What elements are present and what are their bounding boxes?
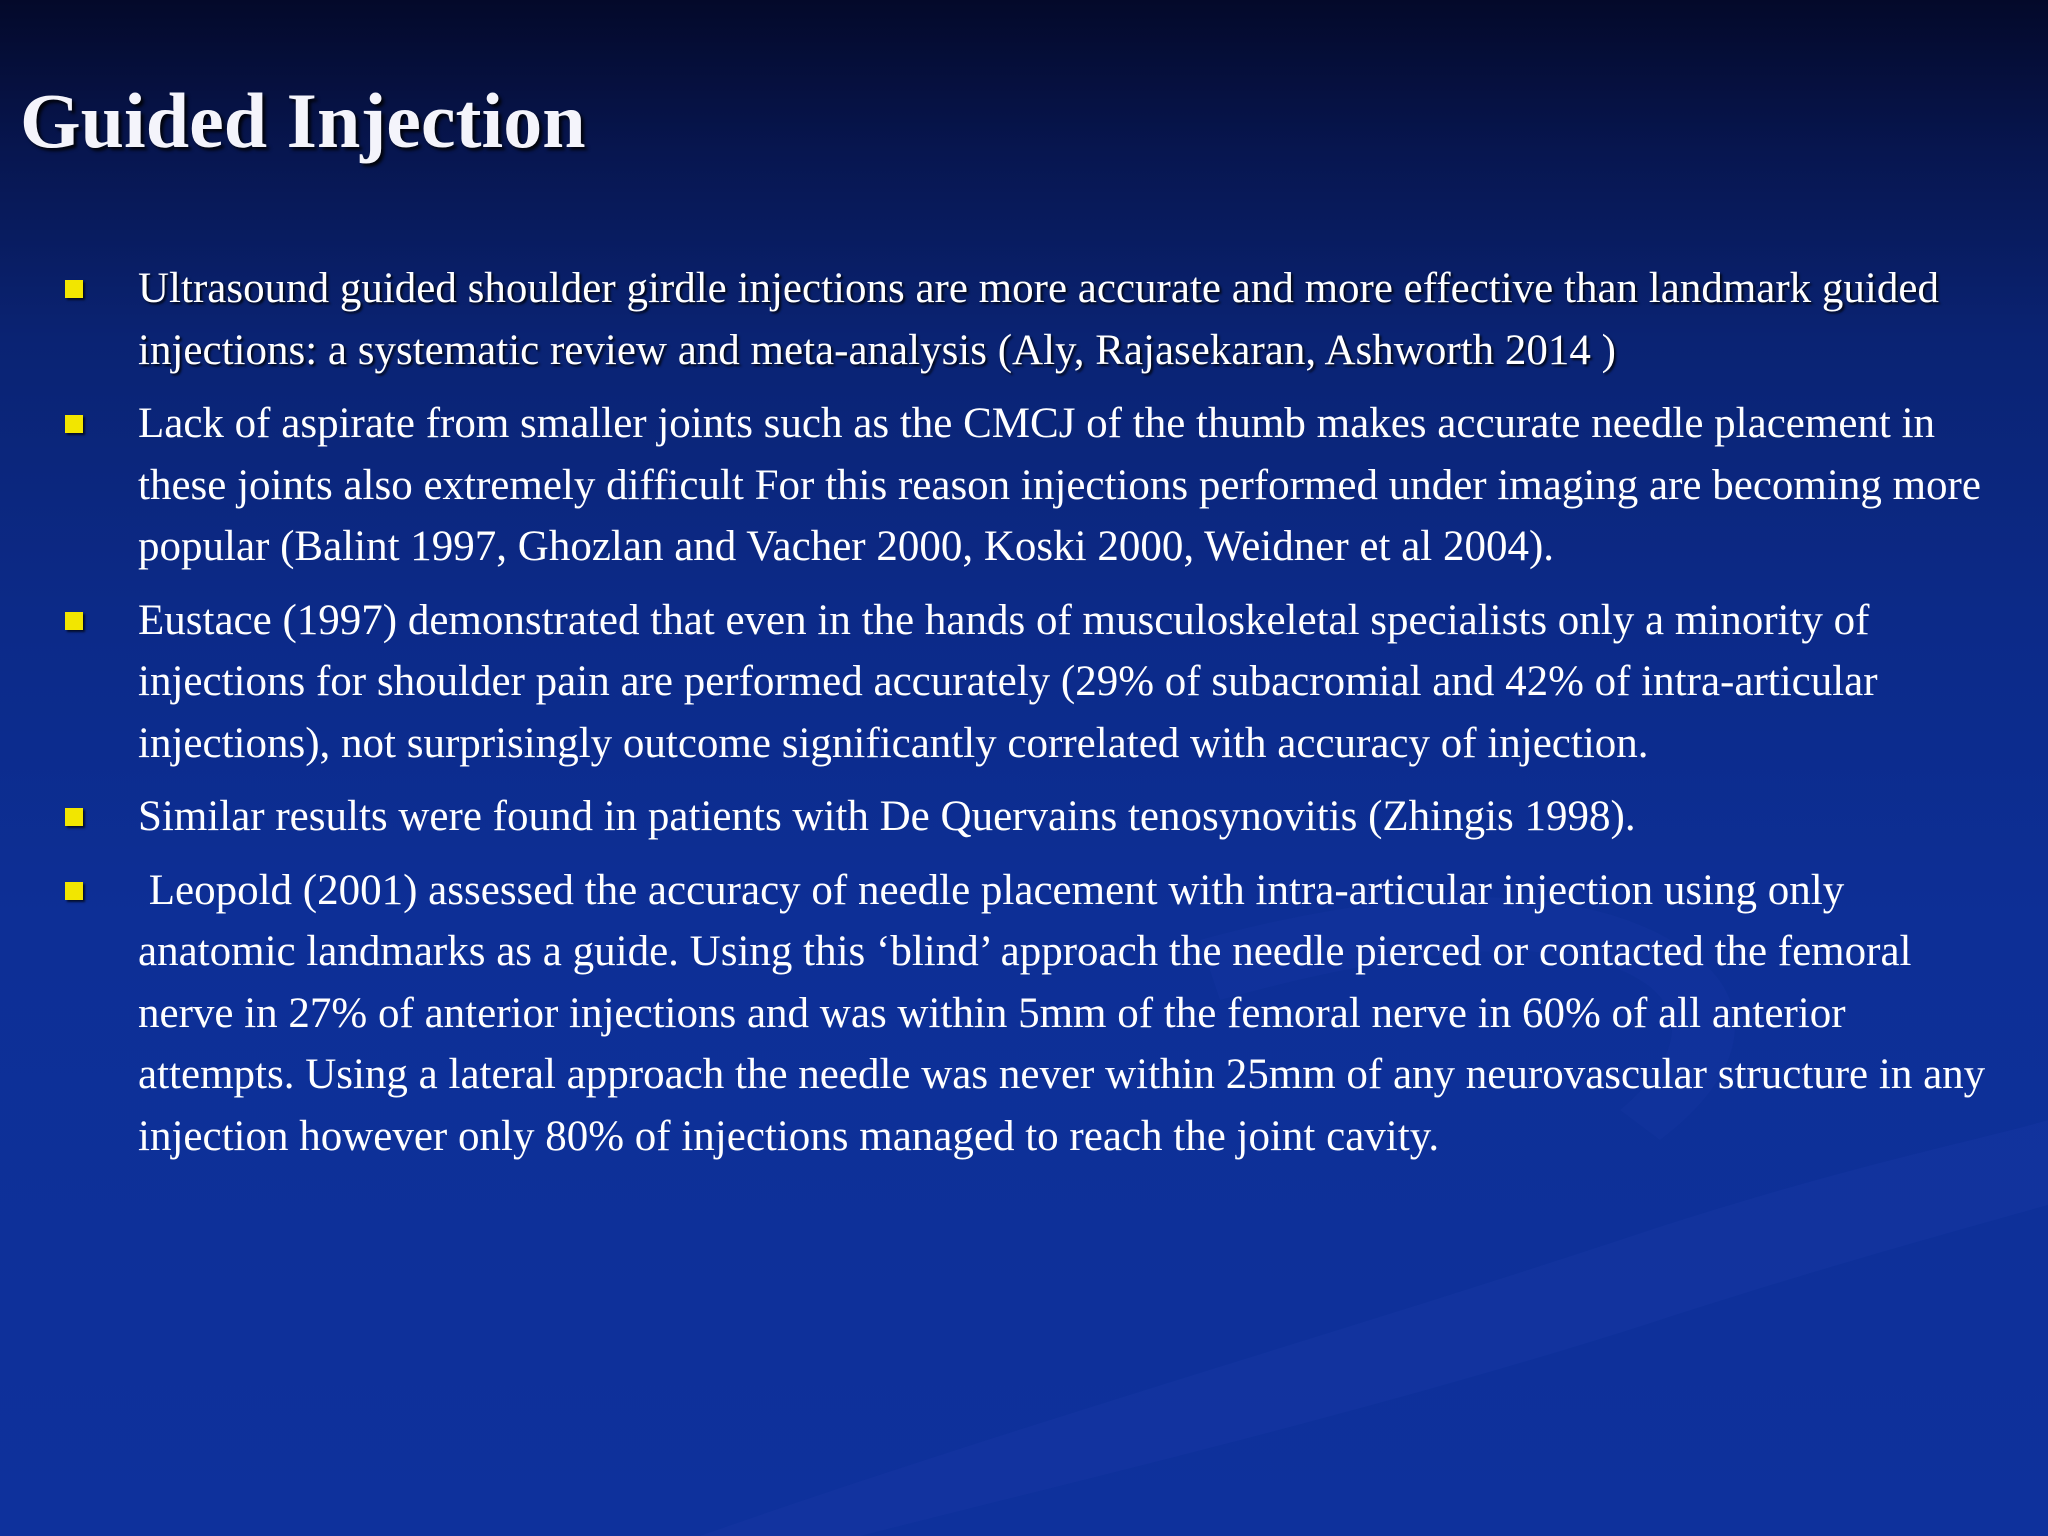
bullet-text: Leopold (2001) assessed the accuracy of needle placement with intra-articular injection using only anatomic landmarks as a guide. Using this ‘blind’ approach the needle pierced or contacted the femoral nerve in 27% of anterior injections and was within 5mm of the femoral nerve in 60% of all anterior attempts. Using a lateral approach the needle was never within 25mm of any neurovascular structure in any injection however only 80% of injections managed to reach the joint cavity. [138, 866, 1996, 1160]
bullet-text: Eustace (1997) demonstrated that even in the hands of musculoskeletal specialists only a minority of injections for shoulder pain are performed accurately (29% of subacromial and 42% of intra-articular injections), not surprisingly outcome significantly correlated with accuracy of injection. [138, 596, 1889, 767]
bullet-text: Lack of aspirate from smaller joints such as the CMCJ of the thumb makes accurate needle placement in these joints also extremely difficult For this reason injections performed under imaging are becoming more popular (Balint 1997, Ghozlan and Vacher 2000, Koski 2000, Weidner et al 2004). [138, 400, 1992, 570]
yellow-square-bullet-icon [65, 415, 83, 433]
bullet-item [0, 786, 2048, 848]
yellow-square-bullet-icon [65, 808, 83, 826]
yellow-square-bullet-icon [65, 612, 83, 630]
yellow-square-bullet-icon [65, 882, 83, 900]
bullet-item [0, 860, 2048, 1168]
bullet-item [0, 393, 2048, 578]
bullet-text: Ultrasound guided shoulder girdle injections are more accurate and more effective than landmark guided injections: a systematic review and meta-analysis (Aly, Rajasekaran, Ashworth 2014 ) [138, 265, 1950, 374]
bullet-text: Similar results were found in patients with De Quervains tenosynovitis (Zhingis 1998). [138, 793, 1636, 840]
bullet-list [0, 258, 2048, 1179]
bullet-item [0, 590, 2048, 775]
slide-title: Guided Injection [20, 77, 586, 164]
yellow-square-bullet-icon [65, 280, 83, 298]
bullet-item [0, 258, 2048, 381]
